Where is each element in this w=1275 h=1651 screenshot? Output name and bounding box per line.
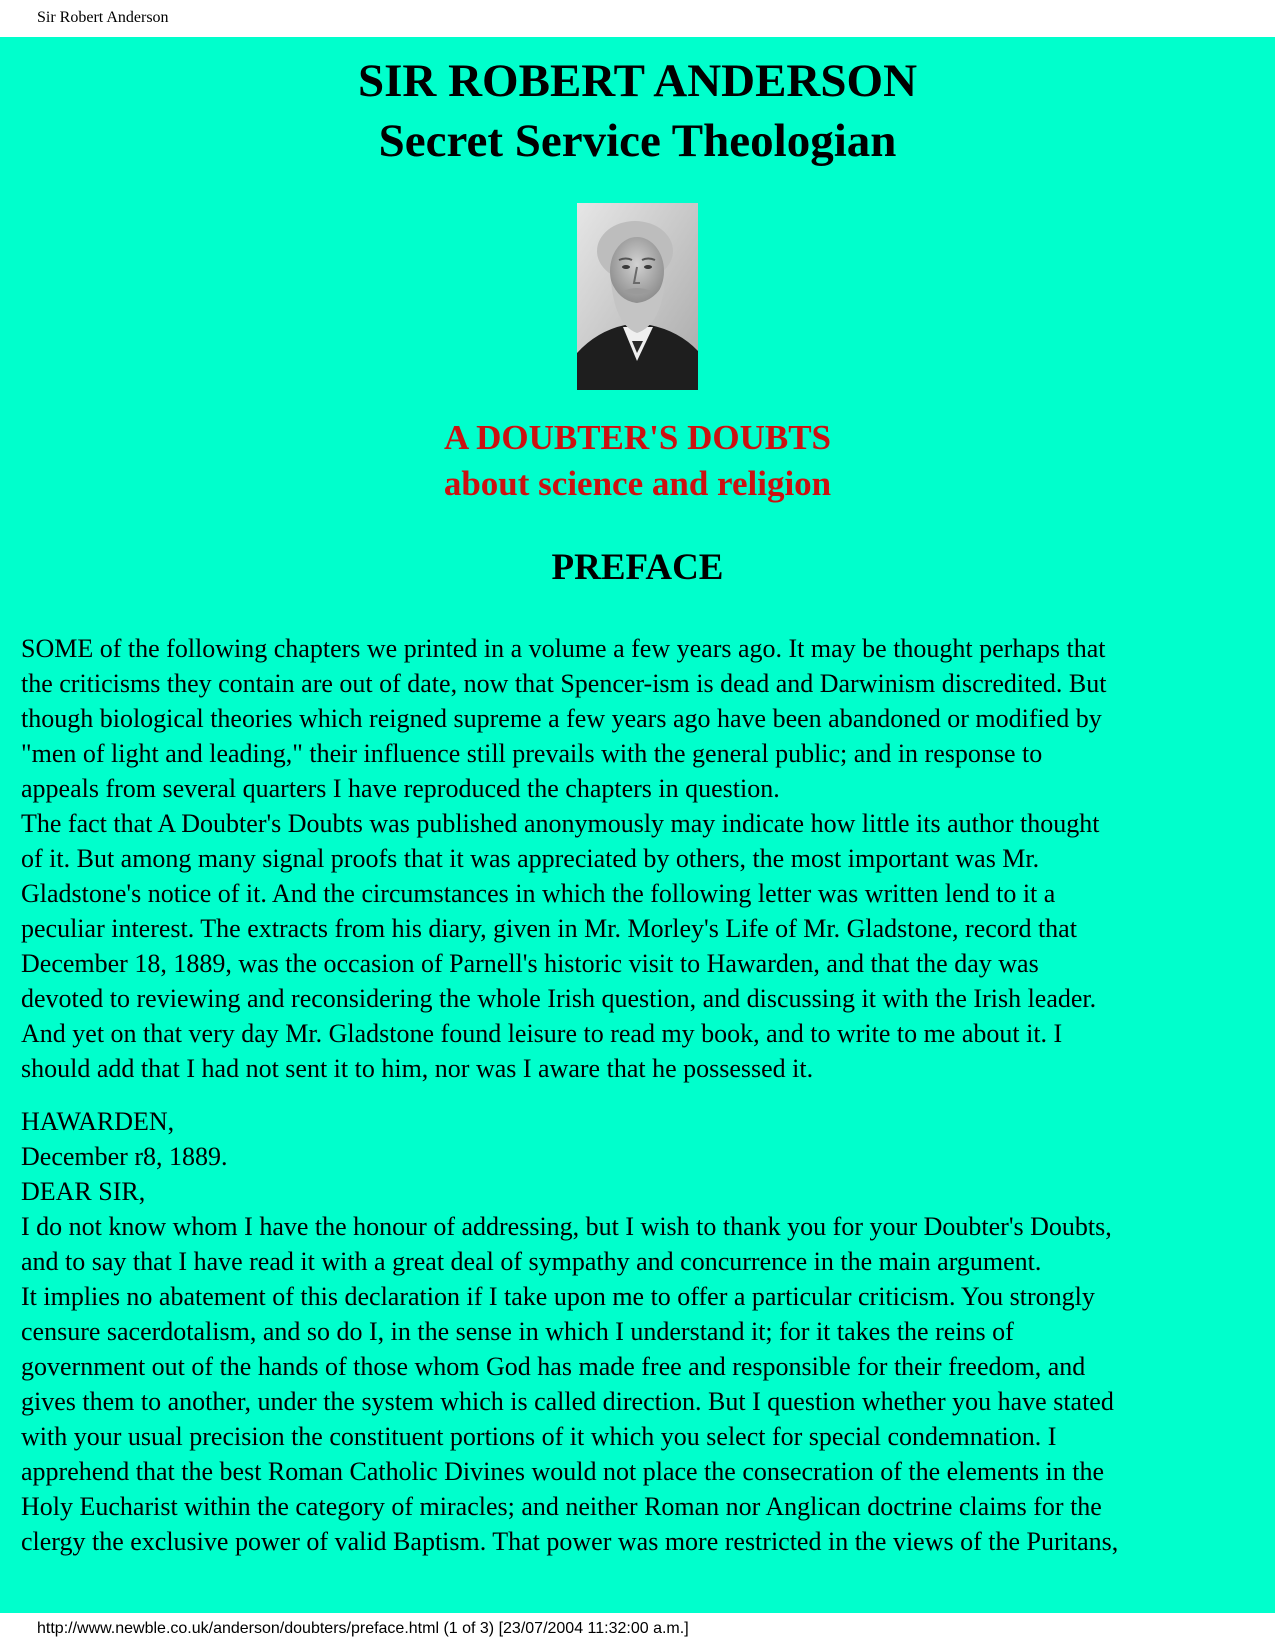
body-text — [21, 631, 1271, 1559]
text-line: Gladstone's notice of it. And the circumstances in which the following letter was written lend to it a — [21, 879, 1056, 908]
letter-header — [21, 1104, 1271, 1209]
title-line-1: SIR ROBERT ANDERSON — [357, 55, 918, 107]
text-line: and to say that I have read it with a great deal of sympathy and concurrence in the main argument. — [21, 1247, 1042, 1276]
text-line: It implies no abatement of this declaration if I take upon me to offer a particular criticism. You strongly — [21, 1282, 1095, 1311]
paragraph-1 — [21, 631, 1271, 806]
page-content — [0, 37, 1275, 1613]
book-title-line-1: A DOUBTER'S DOUBTS — [443, 418, 832, 457]
text-line: peculiar interest. The extracts from his diary, given in Mr. Morley's Life of Mr. Gladstone, record that — [21, 914, 1077, 943]
text-line: appeals from several quarters I have reproduced the chapters in question. — [21, 774, 780, 803]
text-line: clergy the exclusive power of valid Baptism. That power was more restricted in the views of the Puritans, — [21, 1527, 1119, 1556]
print-header: Sir Robert Anderson — [37, 9, 169, 26]
text-line: with your usual precision the constituent portions of it which you select for special condemnation. I — [21, 1422, 1057, 1451]
text-line: censure sacerdotalism, and so do I, in the sense in which I understand it; for it takes the reins of — [21, 1317, 1014, 1346]
paragraph-3 — [21, 1209, 1271, 1279]
text-line: should add that I had not sent it to him, nor was I aware that he possessed it. — [21, 1054, 814, 1083]
text-line: And yet on that very day Mr. Gladstone found leisure to read my book, and to write to me about it. I — [21, 1019, 1063, 1048]
text-line: government out of the hands of those whom God has made free and responsible for their freedom, and — [21, 1352, 1086, 1381]
text-line: SOME of the following chapters we printed in a volume a few years ago. It may be thought perhaps that — [21, 634, 1106, 663]
letter-salutation: DEAR SIR, — [21, 1177, 146, 1206]
text-line: apprehend that the best Roman Catholic Divines would not place the consecration of the elements in the — [21, 1457, 1105, 1486]
text-line: The fact that A Doubter's Doubts was published anonymously may indicate how little its author thought — [21, 809, 1100, 838]
letter-place: HAWARDEN, — [21, 1107, 175, 1136]
text-line: of it. But among many signal proofs that it was appreciated by others, the most important was Mr. — [21, 844, 1040, 873]
portrait-image — [577, 203, 698, 390]
paragraph-gap — [21, 1086, 1271, 1104]
paragraph-2 — [21, 806, 1271, 1086]
text-line: I do not know whom I have the honour of addressing, but I wish to thank you for your Doubter's Doubts, — [21, 1212, 1112, 1241]
text-line: the criticisms they contain are out of date, now that Spencer-ism is dead and Darwinism discredited. But — [21, 669, 1107, 698]
portrait-drawing — [577, 203, 698, 390]
letter-date: December r8, 1889. — [21, 1142, 228, 1171]
section-heading: PREFACE — [551, 547, 724, 588]
book-title-line-2: about science and religion — [443, 464, 832, 503]
book-title — [0, 415, 1275, 507]
paragraph-4 — [21, 1279, 1271, 1559]
page-title — [0, 51, 1275, 171]
print-footer: http://www.newble.co.uk/anderson/doubters/preface.html (1 of 3) [23/07/2004 11:32:00 a.m.] — [37, 1620, 689, 1637]
text-line: "men of light and leading," their influence still prevails with the general public; and in response to — [21, 739, 1043, 768]
text-line: Holy Eucharist within the category of miracles; and neither Roman nor Anglican doctrine claims for the — [21, 1492, 1102, 1521]
text-line: gives them to another, under the system which is called direction. But I question whether you have stated — [21, 1387, 1114, 1416]
text-line: devoted to reviewing and reconsidering the whole Irish question, and discussing it with the Irish leader. — [21, 984, 1097, 1013]
title-line-2: Secret Service Theologian — [378, 115, 897, 167]
text-line: December 18, 1889, was the occasion of Parnell's historic visit to Hawarden, and that the day was — [21, 949, 1039, 978]
text-line: though biological theories which reigned supreme a few years ago have been abandoned or modified by — [21, 704, 1102, 733]
